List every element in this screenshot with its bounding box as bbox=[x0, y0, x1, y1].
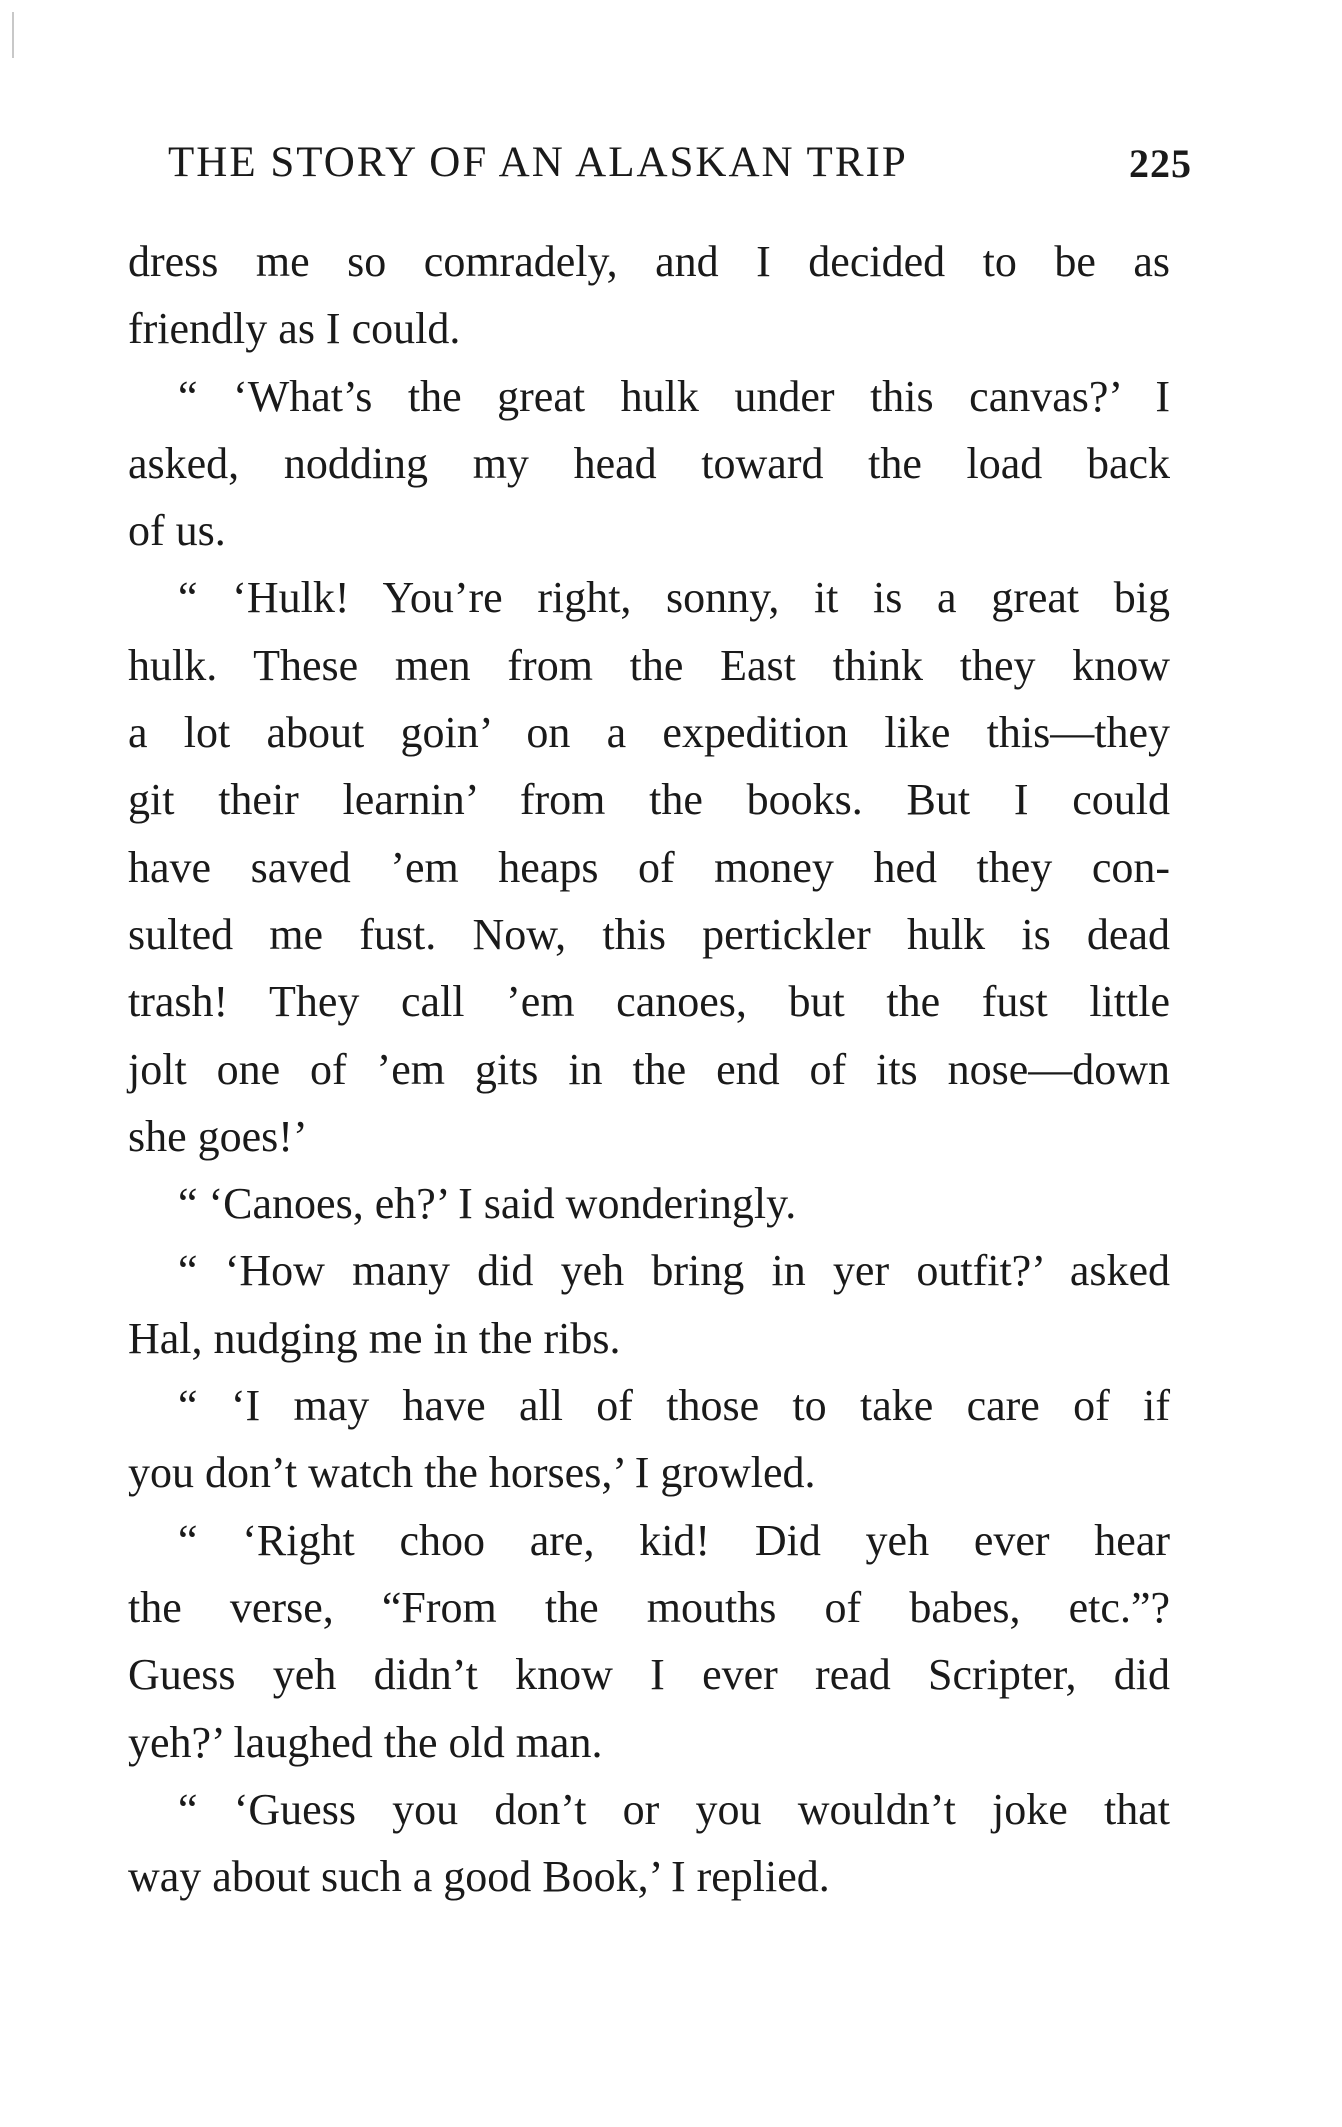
text-line: “ ‘How many did yeh bring in yer outfit?’ asked bbox=[178, 1246, 1170, 1296]
text-line: of us. bbox=[128, 506, 226, 556]
text-line: the verse, “From the mouths of babes, etc.”? bbox=[128, 1582, 1170, 1632]
text-line: “ ‘Canoes, eh?’ I said wonderingly. bbox=[178, 1179, 797, 1229]
text-line: she goes!’ bbox=[128, 1111, 308, 1161]
text-line: a lot about goin’ on a expedition like this—they bbox=[128, 708, 1170, 758]
text-line: asked, nodding my head toward the load back bbox=[128, 438, 1170, 488]
running-header-title: THE STORY OF AN ALASKAN TRIP bbox=[168, 139, 908, 186]
text-line: “ ‘I may have all of those to take care of if bbox=[178, 1381, 1170, 1431]
text-line: dress me so comradely, and I decided to be as bbox=[128, 237, 1170, 286]
text-line: friendly as I could. bbox=[128, 304, 461, 354]
text-line: git their learnin’ from the books. But I could bbox=[128, 775, 1170, 825]
running-header bbox=[160, 138, 1192, 198]
scan-margin-mark bbox=[12, 12, 14, 58]
text-line: trash! They call ’em canoes, but the fust little bbox=[128, 977, 1170, 1027]
text-line: “ ‘Guess you don’t or you wouldn’t joke that bbox=[178, 1784, 1170, 1834]
text-line: hulk. These men from the East think they know bbox=[128, 640, 1170, 690]
body-text bbox=[128, 228, 1170, 1910]
text-line: have saved ’em heaps of money hed they con- bbox=[128, 842, 1170, 892]
page-number: 225 bbox=[1129, 141, 1192, 186]
text-line: way about such a good Book,’ I replied. bbox=[128, 1852, 830, 1902]
text-line: “ ‘Right choo are, kid! Did yeh ever hear bbox=[178, 1515, 1170, 1565]
text-line: Guess yeh didn’t know I ever read Scripter, did bbox=[128, 1650, 1170, 1700]
text-line: Hal, nudging me in the ribs. bbox=[128, 1313, 621, 1363]
text-line: you don’t watch the horses,’ I growled. bbox=[128, 1448, 816, 1498]
text-line: yeh?’ laughed the old man. bbox=[128, 1717, 603, 1767]
text-line: jolt one of ’em gits in the end of its nose—down bbox=[128, 1044, 1170, 1094]
text-line: “ ‘What’s the great hulk under this canvas?’ I bbox=[178, 371, 1170, 421]
text-line: sulted me fust. Now, this pertickler hulk is dead bbox=[128, 909, 1170, 959]
text-line: “ ‘Hulk! You’re right, sonny, it is a great big bbox=[178, 573, 1170, 623]
